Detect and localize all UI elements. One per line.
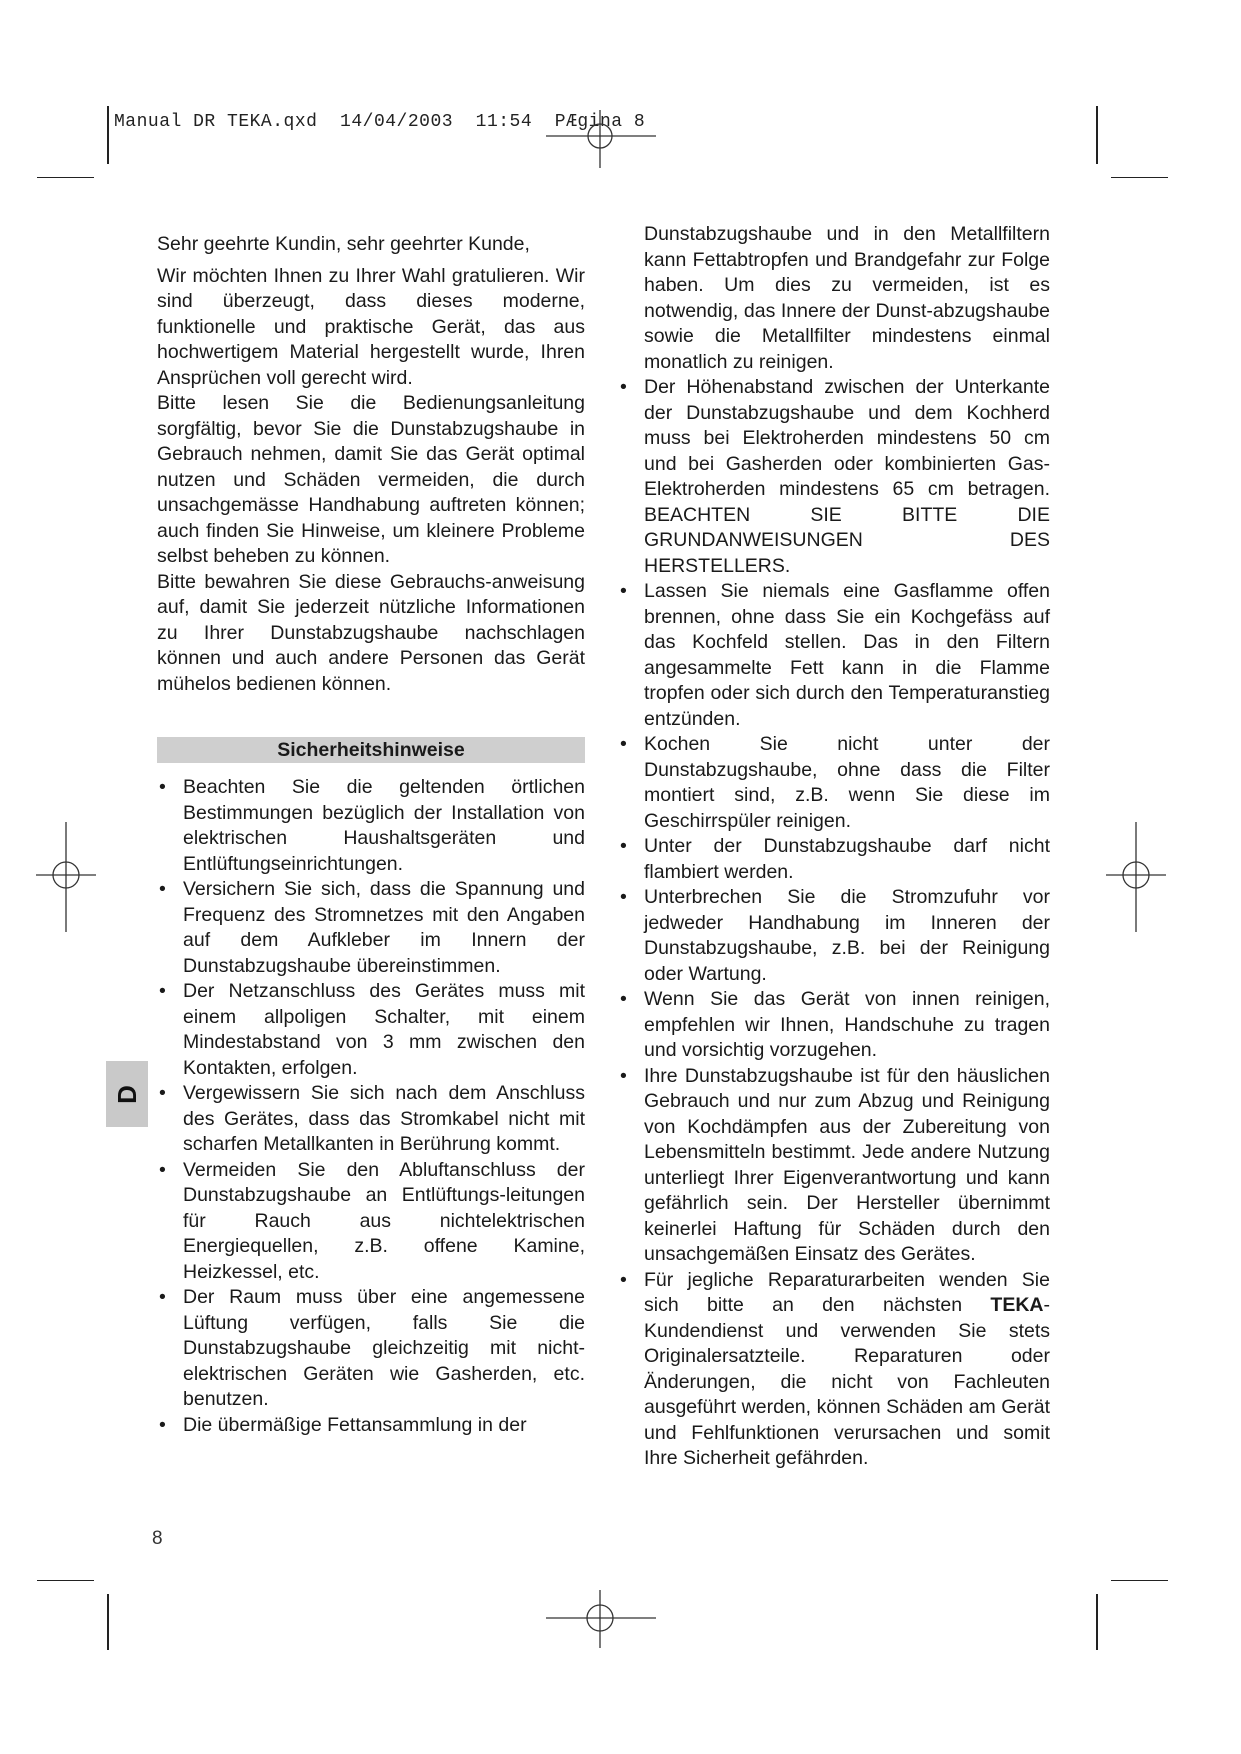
safety-item-repairs [618,1268,1050,1472]
crop-mark-bottom-left-vertical [107,1594,109,1650]
language-tab [106,1061,148,1127]
safety-item: • Vergewissern Sie sich nach dem Anschluss des Gerätes, dass das Stromkabel nicht mit scharfen Metallkanten in Berührung kommt. [157,1081,585,1158]
registration-mark-right-icon [1106,822,1166,932]
crop-mark-top-left-vertical [107,106,109,164]
crop-mark-top-left-horizontal [37,177,94,178]
crop-mark-bottom-right-horizontal [1111,1580,1168,1581]
language-tab-label: D [111,1084,142,1104]
crop-mark-bottom-left-horizontal [37,1580,94,1581]
registration-mark-bottom-icon [546,1590,656,1648]
brand-name: TEKA [990,1294,1044,1316]
crop-mark-top-right-horizontal [1111,177,1168,178]
safety-item: • Der Netzanschluss des Gerätes muss mit einem allpoligen Schalter, mit einem Mindestabstand von 3 mm zwischen den Kontakten, erfolgen. [157,979,585,1081]
safety-item: • Der Höhenabstand zwischen der Unterkante der Dunstabzugshaube und dem Kochherd muss bei Elektroherden mindestens 50 cm und bei Gasherden oder kombinierten Gas-Elektroherden mindestens 65 cm betragen. BEACHTEN SIE BITTE DIE GRUNDANWEISUNGEN DES HERSTELLERS. [618,375,1050,579]
safety-item: • Versichern Sie sich, dass die Spannung und Frequenz des Stromnetzes mit den Angaben auf dem Aufkleber im Innern der Dunstabzugshaube übereinstimmen. [157,877,585,979]
safety-item: • Unter der Dunstabzugshaube darf nicht flambiert werden. [618,834,1050,885]
registration-mark-top-icon [546,110,656,170]
print-slug: Manual DR TEKA.qxd 14/04/2003 11:54 PÆgina 8 [114,112,646,132]
safety-list-right [618,375,1050,1472]
intro-paragraph-1: Wir möchten Ihnen zu Ihrer Wahl gratulieren. Wir sind überzeugt, dass dieses moderne, funktionelle und praktische Gerät, das aus hochwertigem Material hergestellt wurde, Ihren Ansprüchen voll gerecht wird. [157,264,585,389]
left-column [157,232,585,1438]
registration-mark-left-icon [36,822,96,932]
crop-mark-bottom-right-vertical [1096,1594,1098,1650]
safety-item: • Ihre Dunstabzugshaube ist für den häuslichen Gebrauch und nur zum Abzug und Reinigung von Kochdämpfen aus der Zubereitung von Lebensmitteln bestimmt. Jede andere Nutzung unterliegt Ihrer Eigenverantwortung und kann gefährlich sein. Der Hersteller übernimmt keinerlei Haftung für Schäden durch den unsachgemäßen Einsatz des Gerätes. [618,1064,1050,1268]
safety-item: • Beachten Sie die geltenden örtlichen Bestimmungen bezüglich der Installation von elektrischen Haushaltsgeräten und Entlüftungseinrichtungen. [157,775,585,877]
safety-item: • Der Raum muss über eine angemessene Lüftung verfügen, falls Sie die Dunstabzugshaube gleichzeitig mit nicht-elektrischen Geräten wie Gasherden, etc. benutzen. [157,1285,585,1413]
intro-paragraph-2: Bitte lesen Sie die Bedienungsanleitung sorgfältig, bevor Sie die Dunstabzugshaube in Gebrauch nehmen, damit Sie das Gerät optimal nutzen und Schäden vermeiden, die durch unsachgemässe Handhabung auftreten können; auch finden Sie Hinweise, um kleinere Probleme selbst beheben zu können. [157,392,585,567]
safety-item: • Lassen Sie niemals eine Gasflamme offen brennen, ohne dass Sie ein Kochgefäss auf das Kochfeld stellen. Das in den Filtern angesammelte Fett kann in die Flamme tropfen oder sich durch den Temperaturanstieg entzünden. [618,579,1050,732]
safety-item: • Wenn Sie das Gerät von innen reinigen, empfehlen wir Ihnen, Handschuhe zu tragen und vorsichtig vorzugehen. [618,987,1050,1064]
salutation: Sehr geehrte Kundin, sehr geehrter Kunde, [157,233,530,255]
intro-paragraph-3: Bitte bewahren Sie diese Gebrauchs-anweisung auf, damit Sie jederzeit nützliche Informationen zu Ihrer Dunstabzugshaube nachschlagen können und auch andere Personen das Gerät mühelos bedienen können. [157,570,585,695]
repairs-text-before: Für jegliche Reparaturarbeiten wenden Sie sich bitte an den nächsten [644,1268,1050,1316]
right-column [618,222,1050,1472]
page-number: 8 [152,1528,163,1549]
section-heading-safety: Sicherheitshinweise [157,737,585,763]
safety-item: • Vermeiden Sie den Abluftanschluss der Dunstabzugshaube an Entlüftungs-leitungen für Rauch aus nichtelektrischen Energiequellen, z.B. offene Kamine, Heizkessel, etc. [157,1158,585,1286]
repairs-text-after: -Kundendienst und verwenden Sie stets Originalersatzteile. Reparaturen oder Änderungen, die nicht von Fachleuten ausgeführt werden, können Schäden am Gerät und Fehlfunktionen verursachen und somit Ihre Sicherheit gefährden. [644,1294,1050,1469]
safety-item: • Die übermäßige Fettansammlung in der [157,1413,585,1439]
safety-list-left [157,775,585,1438]
safety-item-continuation: Dunstabzugshaube und in den Metallfiltern kann Fettabtropfen und Brandgefahr zur Folge haben. Um dies zu vermeiden, ist es notwendig, das Innere der Dunst-abzugshaube sowie die Metallfilter mindestens einmal monatlich zu reinigen. [644,223,1050,373]
safety-item: • Kochen Sie nicht unter der Dunstabzugshaube, ohne dass die Filter montiert sind, z.B. wenn Sie diese im Geschirrspüler reinigen. [618,732,1050,834]
crop-mark-top-right-vertical [1096,106,1098,164]
safety-item: • Unterbrechen Sie die Stromzufuhr vor jedweder Handhabung im Inneren der Dunstabzugshaube, z.B. bei der Reinigung oder Wartung. [618,885,1050,987]
